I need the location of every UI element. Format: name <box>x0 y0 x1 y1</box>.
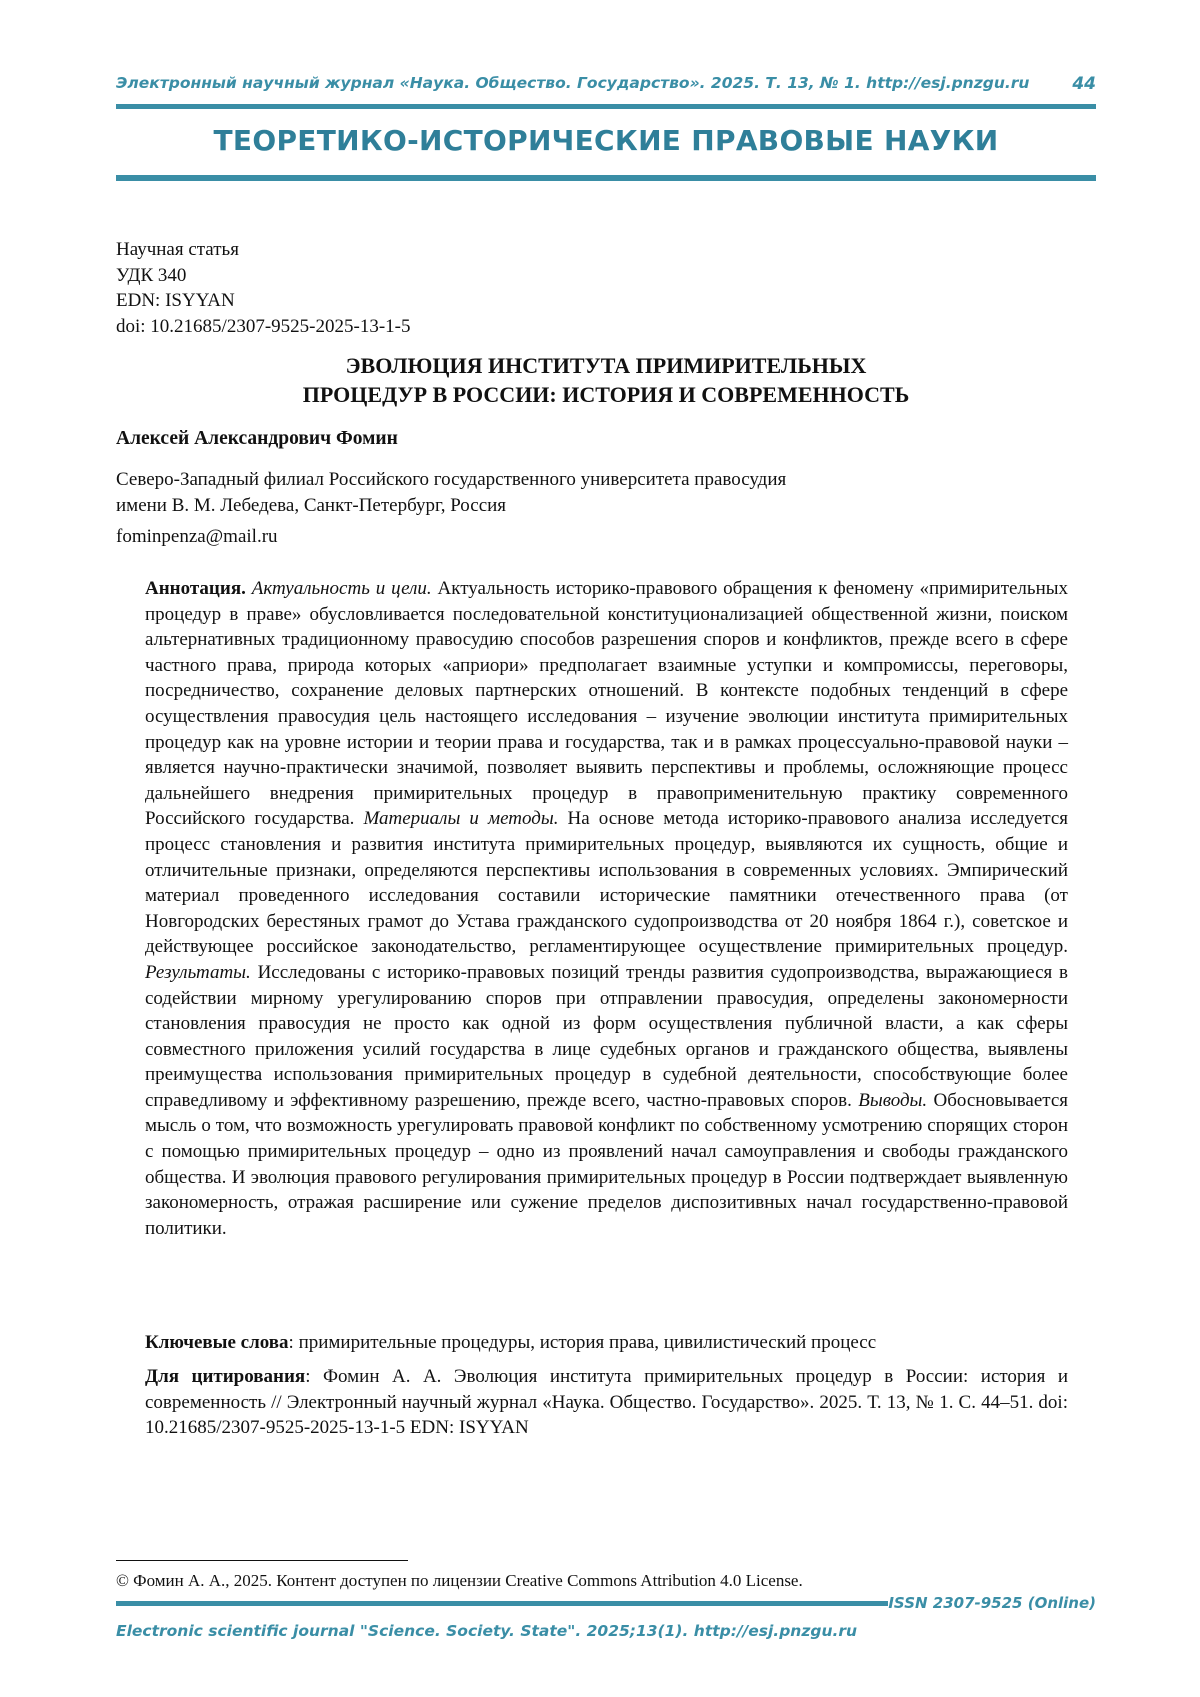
author-email[interactable]: fominpenza@mail.ru <box>116 526 278 547</box>
citation-label: Для цитирования <box>145 1366 306 1387</box>
author-affiliation <box>116 467 786 518</box>
section-title-rule <box>116 175 1096 181</box>
footnote-rule <box>116 1560 408 1561</box>
issn-label: ISSN 2307-9525 (Online) <box>888 1594 1096 1612</box>
abstract-text: Актуальность историко-правового обращения к феномену «примирительных процедур в праве» обусловливается последовательной конституционализацией общественной жизни, поиском альтернативных традиционному правосудию способов разрешения споров и конфликтов, прежде всего в сфере частного права, природа которых «априори» предполагает взаимные уступки и компромиссы, переговоры, посредничество, сохранение деловых партнерских отношений. В контексте подобных тенденций в сфере осуществления правосудия цель настоящего исследования – изучение эволюции института примирительных процедур как на уровне истории и теории права и государства, так и в рамках процессуально-правовой науки – является научно-практически значимой, позволяет выявить перспективы и проблемы, осложняющие процесс дальнейшего внедрения примирительных процедур в правоприменительную практику современного Российского государства. <box>145 578 1069 830</box>
citation-text: : Фомин А. А. Эволюция института примирительных процедур в России: история и современность // Электронный научный журнал «Наука. Общество. Государство». 2025. Т. 13, № 1. С. 44–51. doi: 10.21685/2307-9525-2025-13-1-5 EDN: ISYYAN <box>145 1366 1068 1439</box>
abstract <box>145 576 1068 1241</box>
abstract-section-label: Актуальность и цели. <box>251 578 432 599</box>
abstract-section-label: Материалы и методы. <box>363 808 559 830</box>
keywords-text: : примирительные процедуры, история права, цивилистический процесс <box>288 1332 877 1353</box>
footer-rule <box>116 1601 888 1606</box>
edn-code: EDN: ISYYAN <box>116 290 235 311</box>
footer-journal-line: Electronic scientific journal "Science. Society. State". 2025;13(1). http://esj.pnzgu.ru <box>116 1622 858 1640</box>
affiliation-line: имени В. М. Лебедева, Санкт-Петербург, Россия <box>116 494 507 516</box>
article-title-line: ЭВОЛЮЦИЯ ИНСТИТУТА ПРИМИРИТЕЛЬНЫХ <box>345 353 867 378</box>
journal-header-line: Электронный научный журнал «Наука. Общество. Государство». 2025. Т. 13, № 1. http://esj.pnzgu.ru <box>116 74 1030 92</box>
abstract-section-label: Выводы. <box>858 1089 928 1111</box>
abstract-text: Обосновывается мысль о том, что возможность урегулировать правовой конфликт по собственному усмотрению спорящих сторон с помощью примирительных процедур – одно из проявлений начал самоуправления и свободы гражданского общества. И эволюция правового регулирования примирительных процедур в России подтверждает выявленную закономерность, отражая расширение или сужение пределов диспозитивных начал государственно-правовой политики. <box>145 1089 1068 1239</box>
article-type: Научная статья <box>116 239 239 260</box>
article-title-line: ПРОЦЕДУР В РОССИИ: ИСТОРИЯ И СОВРЕМЕННОСТЬ <box>302 382 910 407</box>
copyright-footnote: © Фомин А. А., 2025. Контент доступен по лицензии Creative Commons Attribution 4.0 License. <box>116 1571 803 1590</box>
abstract-text: На основе метода историко-правового анализа исследуется процесс становления и развития института примирительных процедур, выявляются их сущность, общие и отличительные признаки, определяются перспективы использования в современных условиях. Эмпирический материал проведенного исследования составили исторические памятники отечественного права (от Новгородских берестяных грамот до Устава гражданского судопроизводства от 20 ноября 1864 г.), советское и действующее российское законодательство, регламентирующее осуществление примирительных процедур. <box>145 808 1069 958</box>
citation <box>145 1364 1068 1441</box>
keywords <box>145 1330 1068 1356</box>
affiliation-line: Северо-Западный филиал Российского государственного университета правосудия <box>116 469 787 490</box>
udk-code: УДК 340 <box>116 264 187 286</box>
abstract-label: Аннотация. <box>145 578 246 599</box>
keywords-label: Ключевые слова <box>145 1332 289 1353</box>
running-header <box>116 74 1096 98</box>
doi-code: doi: 10.21685/2307-9525-2025-13-1-5 <box>116 315 411 337</box>
article-title <box>116 351 1096 409</box>
article-meta <box>116 237 410 339</box>
abstract-text: Исследованы с историко-правовых позиций тренды развития судопроизводства, выражающиеся в содействии мирному урегулированию споров при отправлении правосудия, определены закономерности становления правосудия не просто как одной из форм осуществления публичной власти, а как сферы совместного приложения усилий государства в лице судебных органов и гражданского общества, выявлены преимущества использования примирительных процедур в судебной деятельности, способствующие более справедливому и эффективному разрешению, прежде всего, частно-правовых споров. <box>145 961 1069 1111</box>
page-number: 44 <box>1072 74 1096 94</box>
author-name: Алексей Александрович Фомин <box>116 428 398 449</box>
abstract-section-label: Результаты. <box>145 961 251 983</box>
section-title: ТЕОРЕТИКО-ИСТОРИЧЕСКИЕ ПРАВОВЫЕ НАУКИ <box>213 124 999 157</box>
header-rule <box>116 104 1096 109</box>
